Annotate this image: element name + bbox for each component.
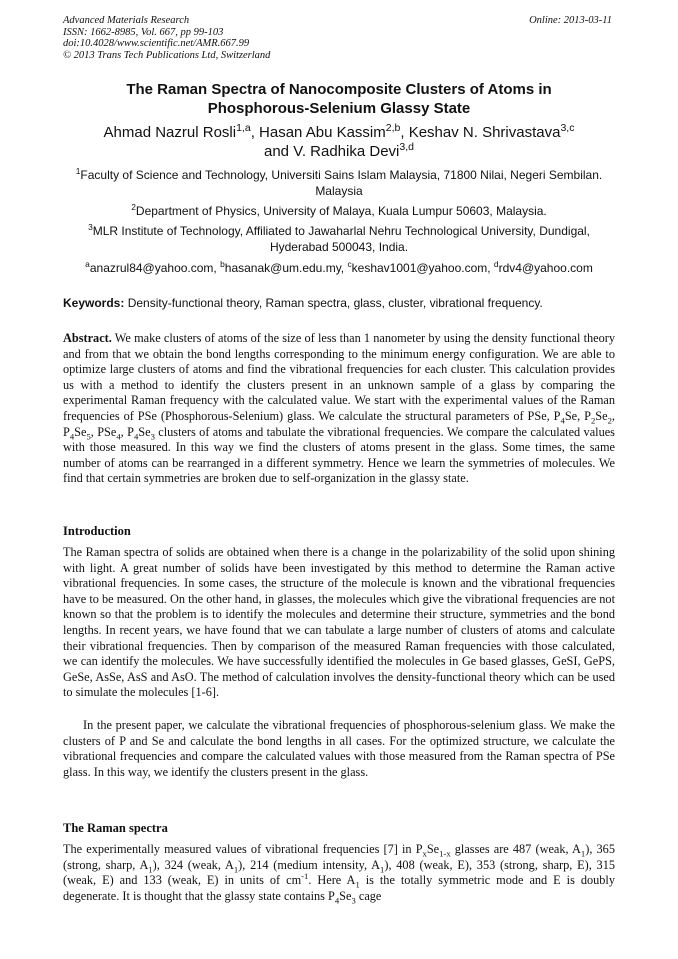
abstract-frag: , P [63,408,615,439]
author-1-sup: 1,a [236,122,251,134]
issn: ISSN: 1662-8985, Vol. 667, pp 99-103 [63,26,224,38]
email-c: keshav1001@yahoo.com, [351,261,494,275]
raman-frag: . Here A [308,873,356,888]
affiliation-1-sup: 1 [75,166,81,176]
sub: 1 [233,864,239,875]
sub: x [422,848,427,859]
author-1: Ahmad Nazrul Rosli [103,124,237,141]
raman-paragraph [63,842,615,904]
sub: 4 [133,431,139,442]
introduction-paragraph-2: In the present paper, we calculate the vibrational frequencies of phosphorous-selenium glass. We make the clusters of P and Se and calculate the bond lengths in all cases. For the optimized structure, we calculate the vibrational frequencies and compare the calculated values with those measured from the Raman spectra of PSe glass. In this way, we identify the clusters present in the glass. [63,718,615,779]
email-d-sup: d [493,259,499,269]
abstract-frag: Se [595,408,608,423]
introduction-heading: Introduction [63,524,131,538]
sub: 4 [334,895,340,906]
raman-frag: Se [339,888,352,903]
author-3-sup: 3,c [560,122,575,134]
email-a-sup: a [85,259,90,269]
sub: 1 [380,864,385,875]
abstract-frag: Se, P [564,408,591,423]
email-a: anazrul84@yahoo.com, [89,261,221,275]
raman-frag: ), 214 (medium intensity, A [238,857,381,872]
author-4-sup: 3,d [399,141,414,153]
abstract-text-2: clusters of atoms and tabulate the vibrational frequencies. We compare the calculated values with those measured. In this way we find the clusters of atoms present in the glass. Some times, the same number of atoms can be rearranged in a different symmetry. Hence we learn the symmetries of molecules. We find that certain symmetries are broken due to self-organization in the glassy state. [63,424,615,486]
abstract-label: Abstract. [63,331,112,345]
affiliation-3-text: MLR Institute of Technology, Affiliated to Jawaharlal Nehru Technological University, Dundigal, Hyderabad 500043, India. [92,224,590,254]
abstract-frag: , P [120,424,134,439]
raman-heading: The Raman spectra [63,821,168,835]
sub: 1 [580,848,586,859]
email-b-sup: b [220,259,225,269]
author-2-sup: 2,b [385,122,401,134]
sub: 3 [351,895,356,906]
affiliation-3-sup: 3 [88,222,93,232]
affiliation-2 [63,203,615,219]
raman-frag: cage [355,888,382,903]
affiliation-2-text: Department of Physics, University of Malaya, Kuala Lumpur 50603, Malaysia. [135,204,547,218]
raman-frag: glasses are 487 (weak, A [450,842,581,856]
raman-frag: ), 408 (weak, E), 353 (strong, sharp, E), 315 (weak, E) and 133 (weak, E) in units of cm [63,857,616,888]
author-list [63,123,615,161]
raman-frag: ), 324 (weak, A [152,857,234,872]
affiliation-1 [63,167,615,199]
online-date: Online: 2013-03-11 [529,15,612,26]
affiliation-2-sup: 2 [131,202,136,212]
raman-frag: Se [426,842,440,856]
author-2: , Hasan Abu Kassim [250,124,386,141]
raman-frag: ), 365 (strong, sharp, A [63,842,615,872]
title-line-1: The Raman Spectra of Nanocomposite Clusters of Atoms in [126,81,552,98]
sub: 4 [116,431,121,442]
email-d: rdv4@yahoo.com [498,261,593,275]
raman-frag: is the totally symmetric mode and E is doubly degenerate. It is thought that the glassy state contains P [63,873,615,903]
keywords-label: Keywords: [63,296,125,310]
journal-name: Advanced Materials Research [63,15,190,26]
abstract [63,331,615,487]
keywords [63,295,615,311]
abstract-text-1: We make clusters of atoms of the size of less than 1 nanometer by using the density functional theory and from that we obtain the bond lengths corresponding to the minimum energy configuration. We are able to optimize large clusters of atoms and find the vibrational frequencies for each cluster. This calculation provides us with a method to identify the clusters present in an unknown sample of a glass by comparing the experimental Raman frequency with the calculated value. We start with the experimental values of the Raman frequencies of PSe (Phosphorous-Selenium) glass. We calculate the structural parameters of PSe, P [63,331,615,423]
affiliation-1-text: Faculty of Science and Technology, Universiti Sains Islam Malaysia, 71800 Nilai, Negeri Sembilan. Malaysia [80,168,603,198]
abstract-frag: Se [74,424,87,439]
introduction-paragraph-1: The Raman spectra of solids are obtained when there is a change in the polarizability of the solid upon shining with light. A great number of solids have been investigated by this method to determine the Raman active vibrational frequencies. In some cases, the structure of the molecule is known and the vibrational frequencies have to be measured. On the other hand, in glasses, the molecules which give the vibrational frequencies are not known so that the problem is to identify the molecules and determine their structure, symmetries and the bond lengths. In recent years, we have found that we can tabulate a large number of clusters of atoms and calculate their vibrational frequencies. Then by comparison of the measured Raman frequencies with those calculated, we can identify the molecules. We have successfully identified the molecules in Ge based glasses, GeSI, GePS, GeSe, AsSe, AsS and AsO. The method of calculation involves the density-functional theory which can be used to simulate the molecules [1-6]. [63,545,615,700]
sub: 2 [607,415,612,426]
sup: -1 [301,871,309,882]
sub: 1 [148,864,153,875]
copyright: © 2013 Trans Tech Publications Ltd, Switzerland [63,49,271,61]
affiliation-3 [63,223,615,255]
doi: doi:10.4028/www.scientific.net/AMR.667.99 [63,38,250,49]
sub: 4 [69,431,75,442]
email-list [63,260,615,276]
author-3: , Keshav N. Shrivastava [400,124,561,141]
paper-title [63,80,615,118]
sub: 3 [150,431,155,442]
email-b: hasanak@um.edu.my, [224,261,348,275]
author-4: and V. Radhika Devi [264,143,400,160]
sub: 5 [86,431,91,442]
abstract-frag: , PSe [90,424,117,439]
sub: 1-x [439,848,451,859]
title-line-2: Phosphorous-Selenium Glassy State [207,100,471,117]
keywords-text: Density-functional theory, Raman spectra, glass, cluster, vibrational frequency. [124,296,543,310]
raman-frag: The experimentally measured values of vibrational frequencies [7] in P [63,842,423,856]
abstract-frag: Se [138,424,151,439]
sub: 2 [590,415,596,426]
sub: 4 [560,415,565,426]
journal-header [63,15,270,61]
sub: 1 [355,879,360,890]
email-c-sup: c [347,259,352,269]
